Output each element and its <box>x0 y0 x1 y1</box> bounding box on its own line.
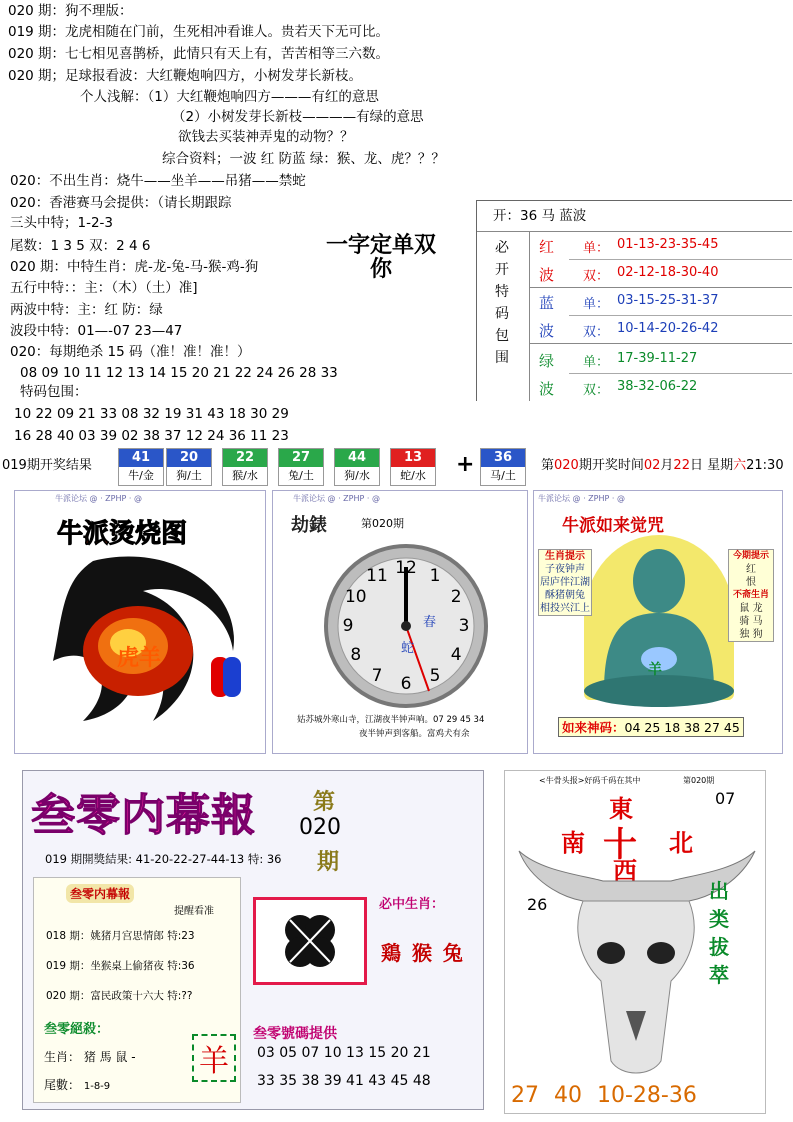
big-title <box>316 234 446 282</box>
next-day: 22 <box>673 458 690 473</box>
panel4-qi: 期 <box>317 850 340 875</box>
wave-label: 红 <box>539 238 555 256</box>
side-char: 萃 <box>709 963 729 987</box>
panel5-num-07: 07 <box>715 789 736 808</box>
text-line: 10 22 09 21 33 08 32 19 31 43 18 30 29 <box>14 406 289 422</box>
panel5-side-text <box>709 877 729 989</box>
row-divider <box>569 373 792 374</box>
text-line: 020 期：中特生肖：虎-龙-兔-马-猴-鸡-狗 <box>10 259 259 275</box>
panel5-header: <牛骨头报>好码千码在其中 <box>539 776 641 785</box>
next-week: 六 <box>733 458 747 473</box>
ball-zodiac: 狗/水 <box>335 467 379 484</box>
ball-number: 41 <box>119 449 163 467</box>
panel3-title: 牛派如来觉咒 <box>562 516 664 536</box>
text-line: 五行中特：：主：（木）（土）准] <box>10 280 198 296</box>
wave-numbers: 10-14-20-26-42 <box>617 321 719 336</box>
panel4-tail-row <box>44 1076 110 1093</box>
side-char: 包 <box>495 328 509 344</box>
next-issue: 020 <box>554 458 579 473</box>
buddha-figure <box>574 541 744 709</box>
note-line: 骑 马 <box>739 616 763 627</box>
panel4-zodiac-label: 生肖： <box>44 1050 81 1064</box>
panel-thirty-zero-report <box>22 770 484 1110</box>
panel4-result: 019 期開獎結果: 41-20-22-27-44-13 特: 36 <box>45 852 282 866</box>
note-line: 相投兴江上 <box>540 603 590 614</box>
clock-digit: 5 <box>429 666 441 687</box>
text-line: 欲钱去买装神弄鬼的动物？？ <box>178 129 354 145</box>
text-line: 三头中特；1-2-3 <box>10 215 114 231</box>
wave-numbers: 03-15-25-31-37 <box>617 293 719 308</box>
ball-number: 22 <box>223 449 267 467</box>
clock-digit: 8 <box>350 645 362 665</box>
panel4-badge: 叁零内幕報 <box>66 884 134 903</box>
panel4-zodiac: 猪 馬 鼠 - <box>83 1050 136 1064</box>
side-char: 围 <box>495 350 509 366</box>
panel4-zodiac-row <box>44 1048 136 1065</box>
panel-fire-chart <box>14 490 266 754</box>
result-ball <box>480 448 526 486</box>
wave-row <box>529 231 792 259</box>
note-line: 恨 <box>746 577 756 588</box>
clock-digit: 2 <box>450 587 462 607</box>
result-ball <box>118 448 164 486</box>
ball-number: 36 <box>481 449 525 467</box>
row-divider <box>569 259 792 260</box>
panel-ox-skull <box>504 770 766 1114</box>
wave-row <box>529 373 792 401</box>
next-draw-info <box>541 457 784 475</box>
panel4-clover-box <box>253 897 367 985</box>
next-d: 日 星期 <box>689 458 734 473</box>
panel4-tail-label: 尾數： <box>44 1078 81 1092</box>
panel4-kill-title: 叁零絕殺： <box>44 1022 110 1037</box>
text-line: （2）小树发芽长新枝————有绿的意思 <box>172 109 424 125</box>
parity-label: 双： <box>583 383 610 398</box>
panel4-issue: 020 <box>299 815 341 840</box>
parity-label: 单： <box>583 241 610 256</box>
panel4-hint: 提醒看准 <box>174 906 214 917</box>
text-line: 020：每期绝杀 15 码（准！准！准！） <box>10 344 251 360</box>
panel5-south: 南 <box>561 829 585 857</box>
note-line: 鼠 龙 <box>739 603 763 614</box>
panel2-title: 劫錶 <box>291 515 327 536</box>
panel5-north: 北 <box>669 829 693 857</box>
next-time: 21:30 <box>746 458 784 473</box>
panel4-tail: 1-8-9 <box>83 1081 111 1092</box>
wave-row <box>529 345 792 373</box>
issue-row: 019 期：坐猴桌上偷猪夜 特:36 <box>46 960 195 972</box>
clock-digit: 11 <box>366 565 388 586</box>
special-code-box <box>476 200 792 401</box>
text-line: 波段中特：01—-07 23—47 <box>10 323 183 339</box>
panel5-east: 東 <box>609 795 633 823</box>
panel3-footer-nums: 04 25 18 38 27 45 <box>624 720 740 735</box>
side-char: 拔 <box>709 935 729 959</box>
text-line: 特码包围： <box>20 384 88 400</box>
result-ball <box>222 448 268 486</box>
next-m: 月 <box>660 458 674 473</box>
big-title-line1: 一字定单双 <box>325 233 436 258</box>
text-line: 020 期；足球报看波：大红鞭炮响四方，小树发芽长新枝。 <box>8 68 363 84</box>
ball-number: 20 <box>167 449 211 467</box>
note-line: 今期提示 <box>732 551 769 561</box>
result-ball <box>278 448 324 486</box>
clover-icon <box>256 900 364 982</box>
side-char: 类 <box>709 907 729 931</box>
panel5-west: 西 <box>613 857 637 885</box>
parity-label: 单： <box>583 355 610 370</box>
clock-digit: 6 <box>400 674 412 694</box>
side-column <box>477 231 530 401</box>
clock-digit: 3 <box>458 616 470 636</box>
panel-buddha <box>533 490 783 754</box>
parity-label: 单： <box>583 297 610 312</box>
note-line: 子夜钟声 <box>545 564 585 575</box>
row-divider <box>569 315 792 316</box>
result-plus: + <box>456 452 475 477</box>
buddha-chest-char: 羊 <box>648 662 662 678</box>
panel3-watermark: 牛派论坛 @ · ZPHP · @ <box>538 494 625 503</box>
buddha-right-note <box>728 549 774 642</box>
note-line: 独 狗 <box>739 629 763 640</box>
text-line: 019 期：龙虎相随在门前，生死相冲看谁人。贵若天下无可比。 <box>8 24 390 40</box>
result-ball <box>390 448 436 486</box>
ball-number: 44 <box>335 449 379 467</box>
clock-digit: 9 <box>342 616 354 636</box>
panel5-num-26: 26 <box>527 895 548 914</box>
panel2-footer1: 姑苏城外寒山寺，江湖夜半钟声响。07 29 45 34 <box>297 715 485 725</box>
panel4-title: 叁零内幕報 <box>31 790 256 841</box>
panel4-must: 鶏 猴 兔 <box>381 941 465 965</box>
clock-digit: 4 <box>450 645 462 665</box>
panel1-title: 牛派烫烧图 <box>57 519 188 549</box>
note-line: 红 <box>746 564 756 575</box>
wave-row <box>529 259 792 288</box>
note-line: 居庐伴江湖 <box>540 577 590 588</box>
clock-digit: 12 <box>395 558 417 578</box>
panel5-bottom: 27 40 10-28-36 <box>511 1083 697 1108</box>
wave-numbers: 17-39-11-27 <box>617 351 698 366</box>
note-line: 不斋生肖 <box>732 590 769 600</box>
text-line: 尾数：1 3 5 双：2 4 6 <box>10 238 151 254</box>
result-label: 019期开奖结果 <box>2 458 92 473</box>
ball-zodiac: 马/土 <box>481 467 525 484</box>
open-row <box>477 201 792 232</box>
issue-row: 020 期：富民政策十六大 特:?? <box>46 990 193 1002</box>
panel4-code1: 03 05 07 10 13 15 20 21 <box>257 1045 431 1061</box>
big-title-line2: 你 <box>369 257 392 282</box>
wave-label: 波 <box>539 322 555 340</box>
buddha-left-note <box>538 549 592 616</box>
ball-zodiac: 猴/水 <box>223 467 267 484</box>
text-line: 个人浅解：（1）大红鞭炮响四方———有红的意思 <box>80 89 379 105</box>
panel5-plus: 十 <box>603 825 637 865</box>
ball-zodiac: 蛇/水 <box>391 467 435 484</box>
result-ball <box>334 448 380 486</box>
wave-numbers: 02-12-18-30-40 <box>617 265 719 280</box>
text-line: 020 期：狗不理版： <box>8 3 133 19</box>
next-mid: 期开奖时间 <box>578 458 644 473</box>
panel2-watermark: 牛派论坛 @ · ZPHP · @ <box>293 494 380 503</box>
wave-numbers: 38-32-06-22 <box>617 379 698 394</box>
ball-zodiac: 兔/土 <box>279 467 323 484</box>
panel2-footer2: 夜半钟声到客船。富鸡犬有余 <box>359 729 470 739</box>
text-line: 020：香港赛马会提供：（请长期跟踪 <box>10 195 232 211</box>
note-line: 生肖提示 <box>545 551 585 562</box>
side-char: 码 <box>495 306 509 322</box>
side-char: 特 <box>495 284 509 300</box>
text-line: 020：不出生肖：烧牛——坐羊——吊猪——禁蛇 <box>10 173 306 189</box>
panel4-must-title: 必中生肖： <box>379 897 445 912</box>
ball-number: 13 <box>391 449 435 467</box>
text-line: 综合资料；一波 红 防蓝 绿：猴、龙、虎？？？ <box>162 151 445 167</box>
panel4-code-title: 叁零號碼提供 <box>253 1026 337 1042</box>
wave-label: 绿 <box>539 352 555 370</box>
wave-numbers: 01-13-23-35-45 <box>617 237 719 252</box>
result-ball <box>166 448 212 486</box>
wave-label: 波 <box>539 266 555 284</box>
clock-digit: 7 <box>371 666 383 687</box>
next-month: 02 <box>643 458 661 473</box>
panel-robbery-clock <box>272 490 528 754</box>
text-line: 08 09 10 11 12 13 14 15 20 21 22 24 26 28 33 <box>20 365 338 381</box>
note-line: 酥猪朝兔 <box>545 590 585 601</box>
panel3-footer-label: 如来神码： <box>562 720 625 735</box>
text-line: 020 期：七七相见喜鹊桥，此情只有天上有，苦苦相等三六数。 <box>8 46 390 62</box>
clock-hand-char-2: 蛇 <box>401 641 415 656</box>
side-char: 开 <box>495 262 509 278</box>
panel4-stamp: 羊 <box>192 1034 236 1082</box>
wave-label: 波 <box>539 380 555 398</box>
open-result: 开：36 马 蓝波 <box>493 208 587 224</box>
clock-hand-char: 春 <box>423 615 437 630</box>
issue-row: 018 期：姚猪月宫思情郎 特:23 <box>46 930 195 942</box>
panel1-watermark: 牛派论坛 @ · ZPHP · @ <box>55 494 142 503</box>
parity-label: 双： <box>583 269 610 284</box>
side-char: 出 <box>709 879 729 903</box>
panel4-left-box <box>33 877 241 1103</box>
clock-digit: 1 <box>429 565 441 586</box>
next-pre: 第 <box>541 458 555 473</box>
panel4-di: 第 <box>313 790 336 815</box>
ball-number: 27 <box>279 449 323 467</box>
text-line: 两波中特：主：红 防：绿 <box>10 302 163 318</box>
wave-row <box>529 315 792 344</box>
panel5-issue: 第020期 <box>683 776 715 785</box>
panel4-code2: 33 35 38 39 41 43 45 48 <box>257 1073 431 1089</box>
parity-label: 双： <box>583 325 610 340</box>
ball-zodiac: 狗/土 <box>167 467 211 484</box>
wave-row <box>529 287 792 315</box>
text-line: 16 28 40 03 39 02 38 37 12 24 36 11 23 <box>14 428 289 444</box>
ball-zodiac: 牛/金 <box>119 467 163 484</box>
panel3-footer <box>558 717 744 737</box>
side-char: 必 <box>495 240 509 256</box>
clock-digit: 10 <box>344 587 367 607</box>
wave-label: 蓝 <box>539 294 555 312</box>
panel2-issue: 第020期 <box>361 517 404 530</box>
flame-text: 虎羊 <box>117 646 162 671</box>
